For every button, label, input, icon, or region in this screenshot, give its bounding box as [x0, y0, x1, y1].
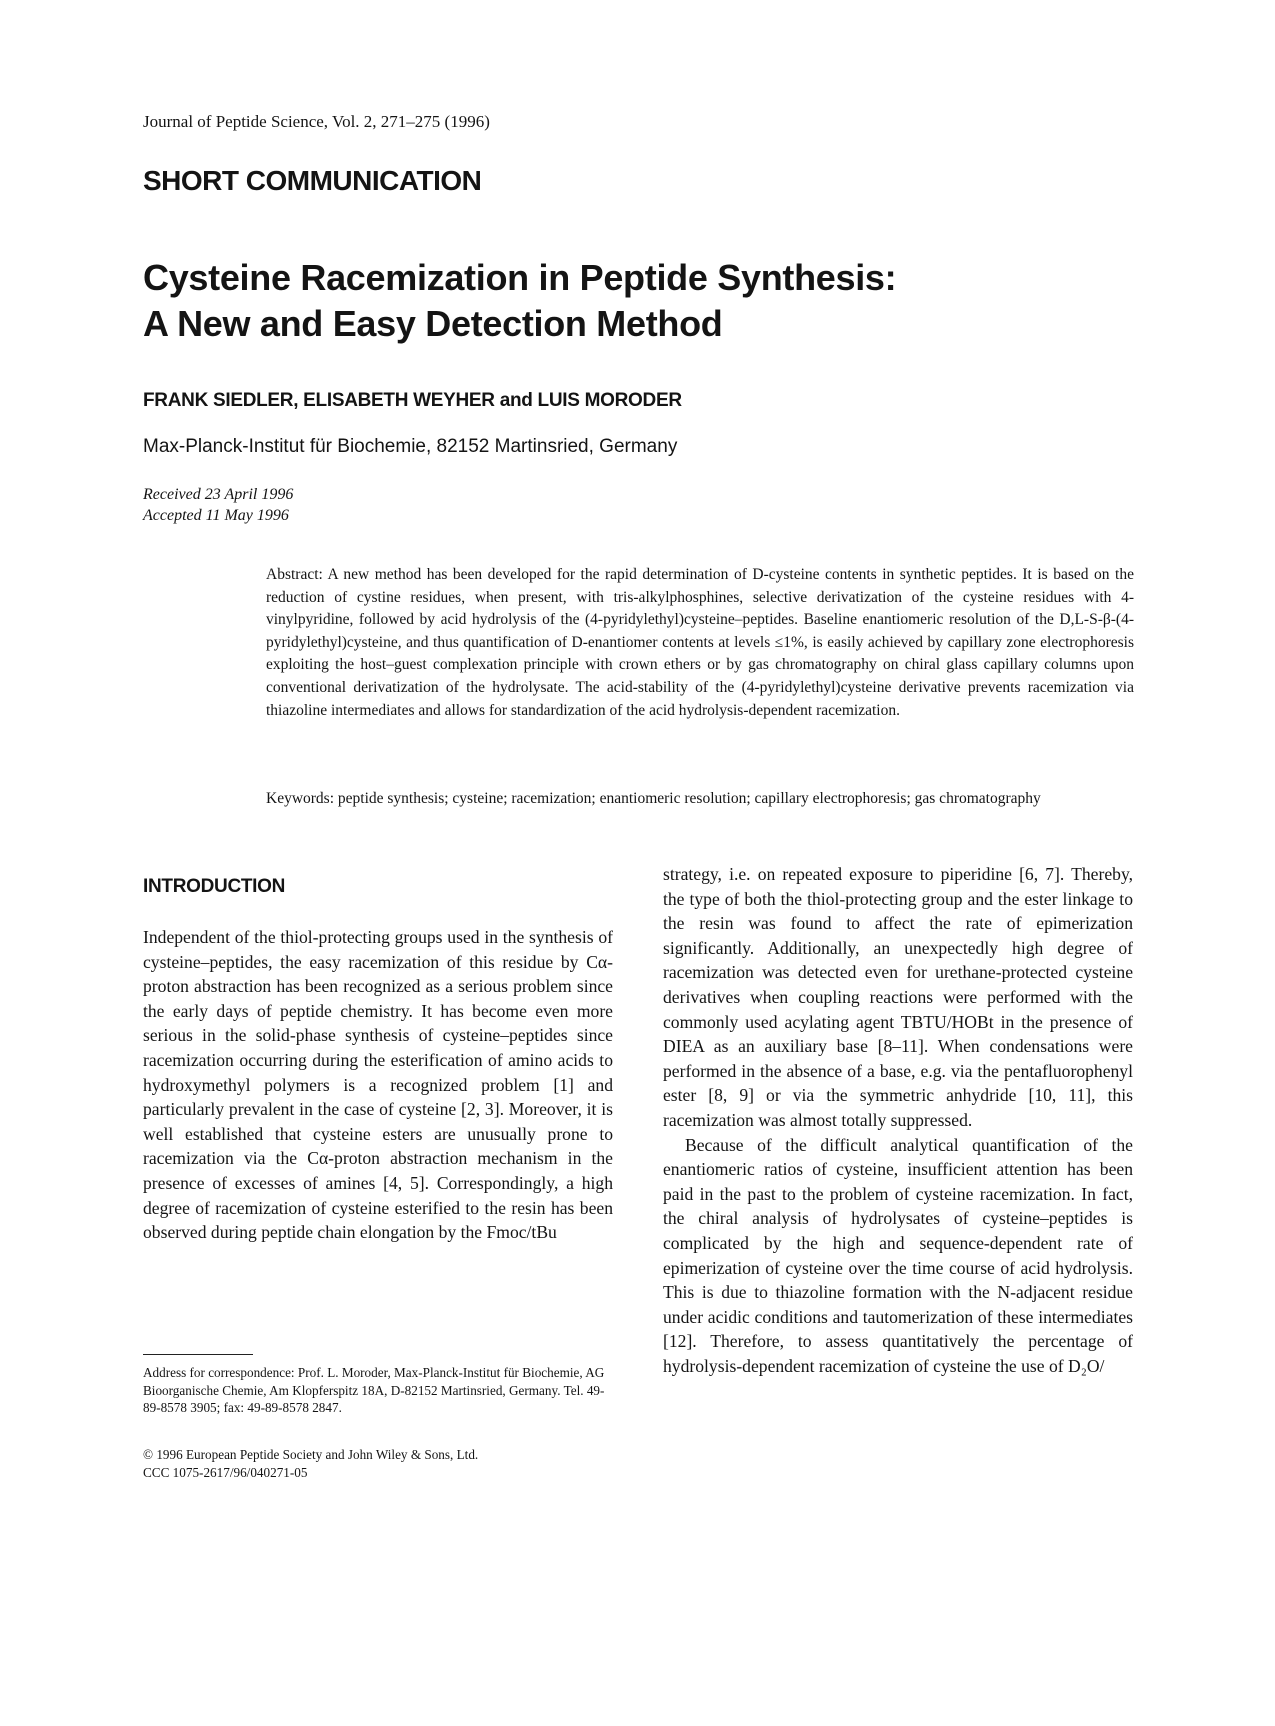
introduction-paragraph-continued: strategy, i.e. on repeated exposure to piperidine [6, 7]. Thereby, the type of both the thiol-protecting group and the ester linkage to the resin was found to affect the rate of epimerization significantly. Additionally, an unexpectedly high degree of racemization was detected even for urethane-protected cysteine derivatives when coupling reactions were performed with the commonly used acylating agent TBTU/HOBt in the presence of DIEA as an auxiliary base [8–11]. When condensations were performed in the absence of a base, e.g. via the pentafluorophenyl ester [8, 9] or via the symmetric anhydride [10, 11], this racemization was almost totally suppressed. — [663, 864, 1133, 1130]
introduction-heading: INTRODUCTION — [143, 876, 286, 897]
footnote-divider — [143, 1354, 253, 1355]
received-date: Received 23 April 1996 — [143, 486, 294, 503]
section-type-heading: SHORT COMMUNICATION — [143, 165, 482, 196]
copyright-block — [143, 1446, 613, 1481]
article-title-line-1: Cysteine Racemization in Peptide Synthesis: — [143, 257, 897, 298]
affiliation: Max-Planck-Institut für Biochemie, 82152 Martinsried, Germany — [143, 436, 678, 457]
introduction-right-column — [663, 862, 1133, 1378]
copyright-notice: © 1996 European Peptide Society and John Wiley & Sons, Ltd. — [143, 1447, 479, 1462]
article-title-line-2: A New and Easy Detection Method — [143, 303, 723, 344]
article-title — [143, 255, 896, 347]
ccc-code: CCC 1075-2617/96/040271-05 — [143, 1464, 308, 1480]
correspondence-footnote: Address for correspondence: Prof. L. Moroder, Max-Planck-Institut für Biochemie, AG Bioorganische Chemie, Am Klopferspitz 18A, D-82152 Martinsried, Germany. Tel. 49-89-8578 3905; fax: 49-89-8578 2847. — [143, 1365, 605, 1416]
abstract: Abstract: A new method has been developed for the rapid determination of D-cysteine contents in synthetic peptides. It is based on the reduction of cystine residues, when present, with tris-alkylphosphines, selective derivatization of the cysteine residues with 4-vinylpyridine, followed by acid hydrolysis of the (4-pyridylethyl)cysteine–peptides. Baseline enantiomeric resolution of the D,L-S-β-(4-pyridylethyl)cysteine, and thus quantification of D-enantiomer contents at levels ≤1%, is easily achieved by capillary zone electrophoresis exploiting the host–guest complexation principle with crown ethers or by gas chromatography on chiral glass capillary columns upon conventional derivatization of the hydrolysate. The acid-stability of the (4-pyridylethyl)cysteine derivative prevents racemization via thiazoline intermediates and allows for standardization of the acid hydrolysis-dependent racemization. — [266, 566, 1134, 719]
introduction-paragraph-2: Because of the difficult analytical quantification of the enantiomeric ratios of cysteine, insufficient attention has been paid in the past to the problem of cysteine racemization. In fact, the chiral analysis of hydrolysates of cysteine–peptides is complicated by the high and sequence-dependent rate of epimerization of cysteine over the time course of acid hydrolysis. This is due to thiazoline formation with the N-adjacent residue under acidic conditions and tautomerization of these intermediates [12]. Therefore, to assess quantitatively the percentage of hydrolysis-dependent racemization of cysteine the use of D₂O/ — [663, 1134, 1133, 1376]
keywords: Keywords: peptide synthesis; cysteine; racemization; enantiomeric resolution; capillary electrophoresis; gas chromatography — [266, 790, 1041, 807]
accepted-date: Accepted 11 May 1996 — [143, 507, 289, 524]
authors: FRANK SIEDLER, ELISABETH WEYHER and LUIS MORODER — [143, 390, 682, 411]
introduction-left-column: Independent of the thiol-protecting groups used in the synthesis of cysteine–peptides, the easy racemization of this residue by Cα-proton abstraction has been recognized as a serious problem since the early days of peptide chemistry. It has become even more serious in the solid-phase synthesis of cysteine–peptides since racemization occurring during the esterification of amino acids to hydroxymethyl polymers is a recognized problem [1] and particularly prevalent in the case of cysteine [2, 3]. Moreover, it is well established that cysteine esters are unusually prone to racemization via the Cα-proton abstraction mechanism in the presence of excesses of amines [4, 5]. Correspondingly, a high degree of racemization of cysteine esterified to the resin has been observed during peptide chain elongation by the Fmoc/tBu — [143, 927, 613, 1243]
journal-citation: Journal of Peptide Science, Vol. 2, 271–275 (1996) — [143, 112, 490, 131]
article-dates — [143, 484, 293, 526]
